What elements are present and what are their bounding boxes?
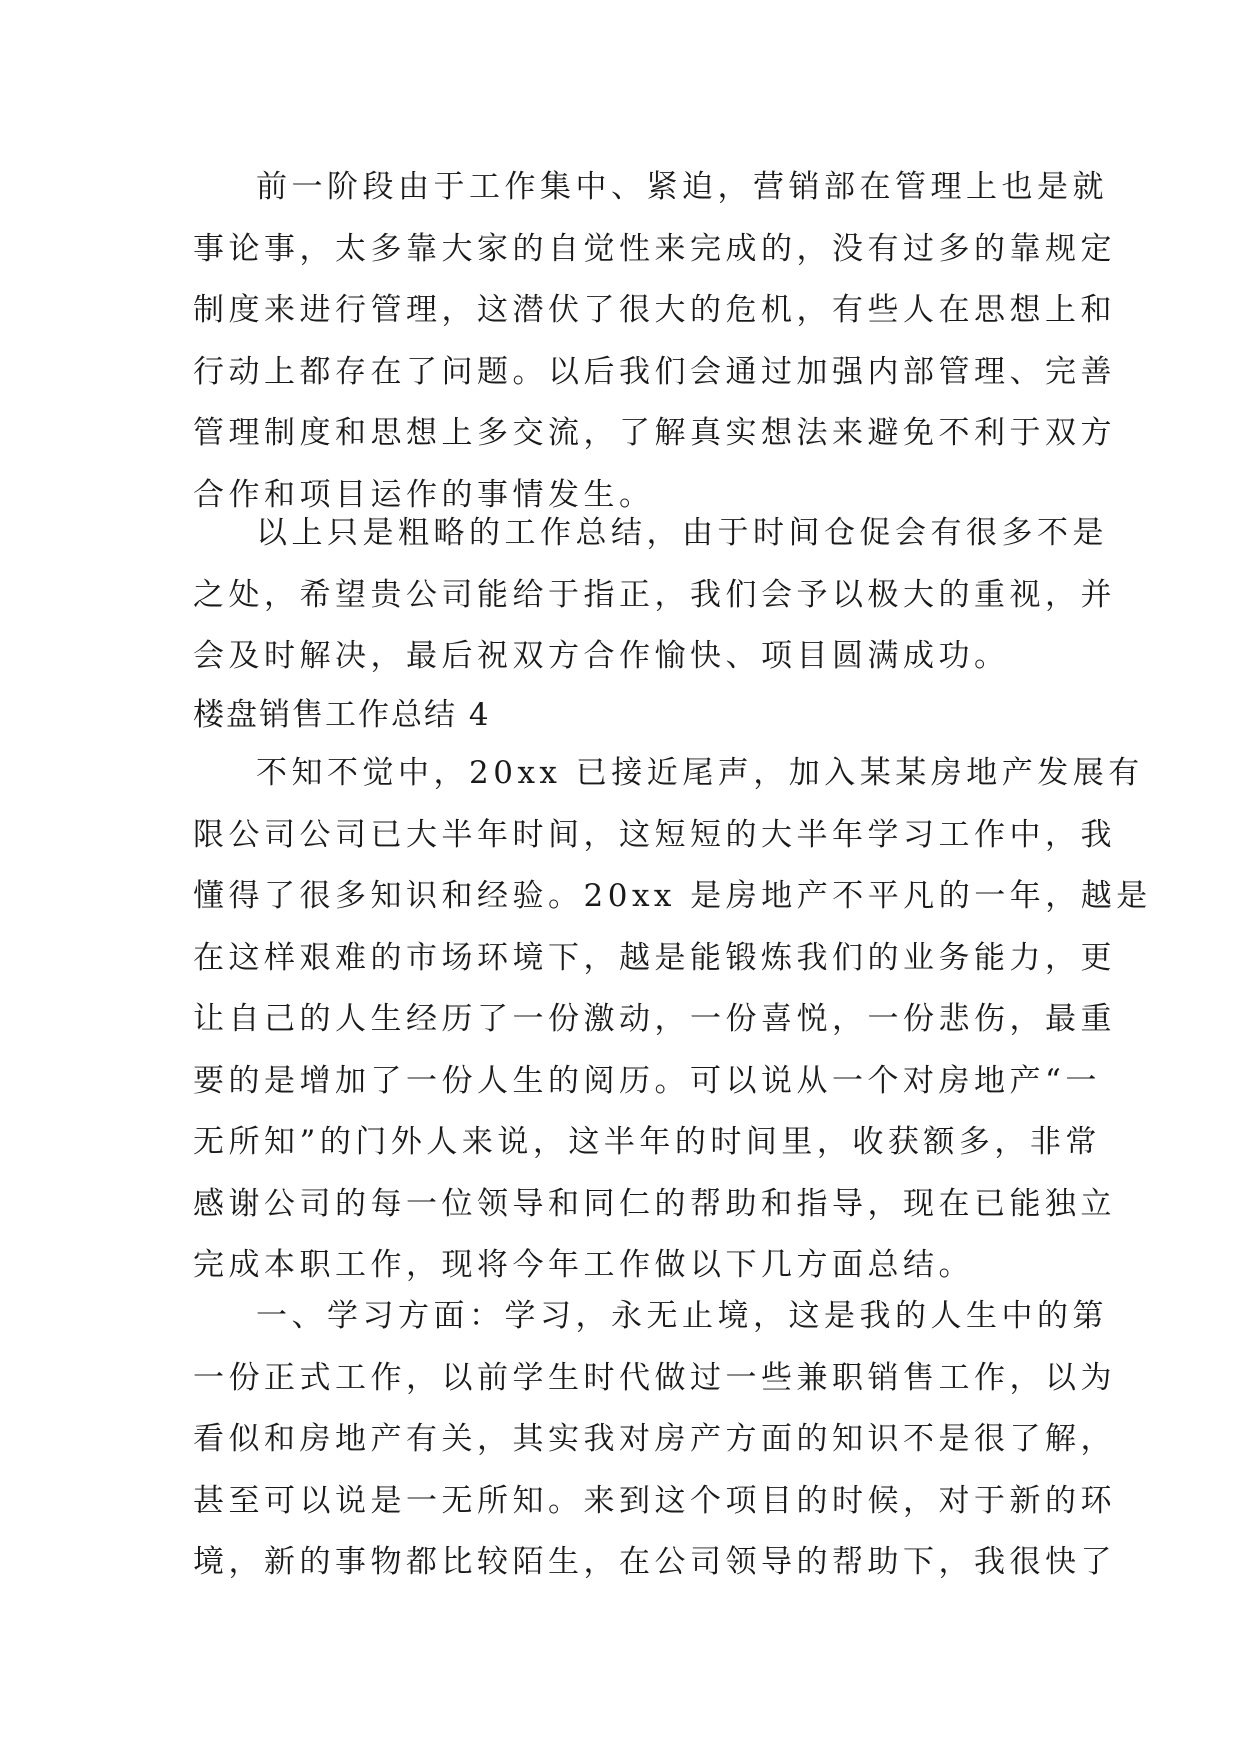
paragraph-line: 限公司公司已大半年时间，这短短的大半年学习工作中，我 [193,816,1116,853]
paragraph-line: 境，新的事物都比较陌生，在公司领导的帮助下，我很快了 [193,1544,1116,1580]
paragraph-line: 在这样艰难的市场环境下，越是能锻炼我们的业务能力，更 [193,939,1116,976]
paragraph-line: 看似和房地产有关，其实我对房产方面的知识不是很了解， [193,1421,1116,1457]
paragraph-line: 管理制度和思想上多交流，了解真实想法来避免不利于双方 [193,415,1116,451]
paragraph-line: 让自己的人生经历了一份激动，一份喜悦，一份悲伤，最重 [193,1001,1116,1037]
paragraph-line: 懂得了很多知识和经验。20xx 是房地产不平凡的一年，越是 [193,878,1152,914]
paragraph-line: 合作和项目运作的事情发生。 [193,476,655,513]
paragraph-line: 制度来进行管理，这潜伏了很大的危机，有些人在思想上和 [193,292,1116,328]
paragraph-line: 无所知”的门外人来说，这半年的时间里，收获额多，非常 [193,1124,1101,1160]
paragraph-introduction [193,743,1152,1297]
paragraph-line: 前一阶段由于工作集中、紧迫，营销部在管理上也是就 [256,169,1108,205]
paragraph-line: 之处，希望贵公司能给于指正，我们会予以极大的重视，并 [193,576,1116,613]
paragraph-line: 行动上都存在了问题。以后我们会通过加强内部管理、完善 [193,353,1116,390]
paragraph-line: 事论事，太多靠大家的自觉性来完成的，没有过多的靠规定 [193,230,1116,267]
paragraph-line: 不知不觉中，20xx 已接近尾声，加入某某房地产发展有 [256,755,1144,791]
paragraph-line: 以上只是粗略的工作总结，由于时间仓促会有很多不是 [256,515,1108,551]
paragraph-line: 甚至可以说是一无所知。来到这个项目的时候，对于新的环 [193,1482,1116,1519]
paragraph-management [193,157,1116,526]
paragraph-learning [193,1286,1116,1594]
paragraph-line: 一份正式工作，以前学生时代做过一些兼职销售工作，以为 [193,1359,1116,1396]
paragraph-closing [193,503,1116,688]
paragraph-line: 感谢公司的每一位领导和同仁的帮助和指导，现在已能独立 [193,1185,1116,1222]
paragraph-line: 会及时解决，最后祝双方合作愉快、项目圆满成功。 [193,638,1010,674]
paragraph-line: 要的是增加了一份人生的阅历。可以说从一个对房地产“一 [193,1062,1101,1099]
paragraph-line: 完成本职工作，现将今年工作做以下几方面总结。 [193,1247,974,1283]
paragraph-line: 一、学习方面：学习，永无止境，这是我的人生中的第 [256,1298,1108,1334]
section-heading: 楼盘销售工作总结 4 [193,697,491,733]
